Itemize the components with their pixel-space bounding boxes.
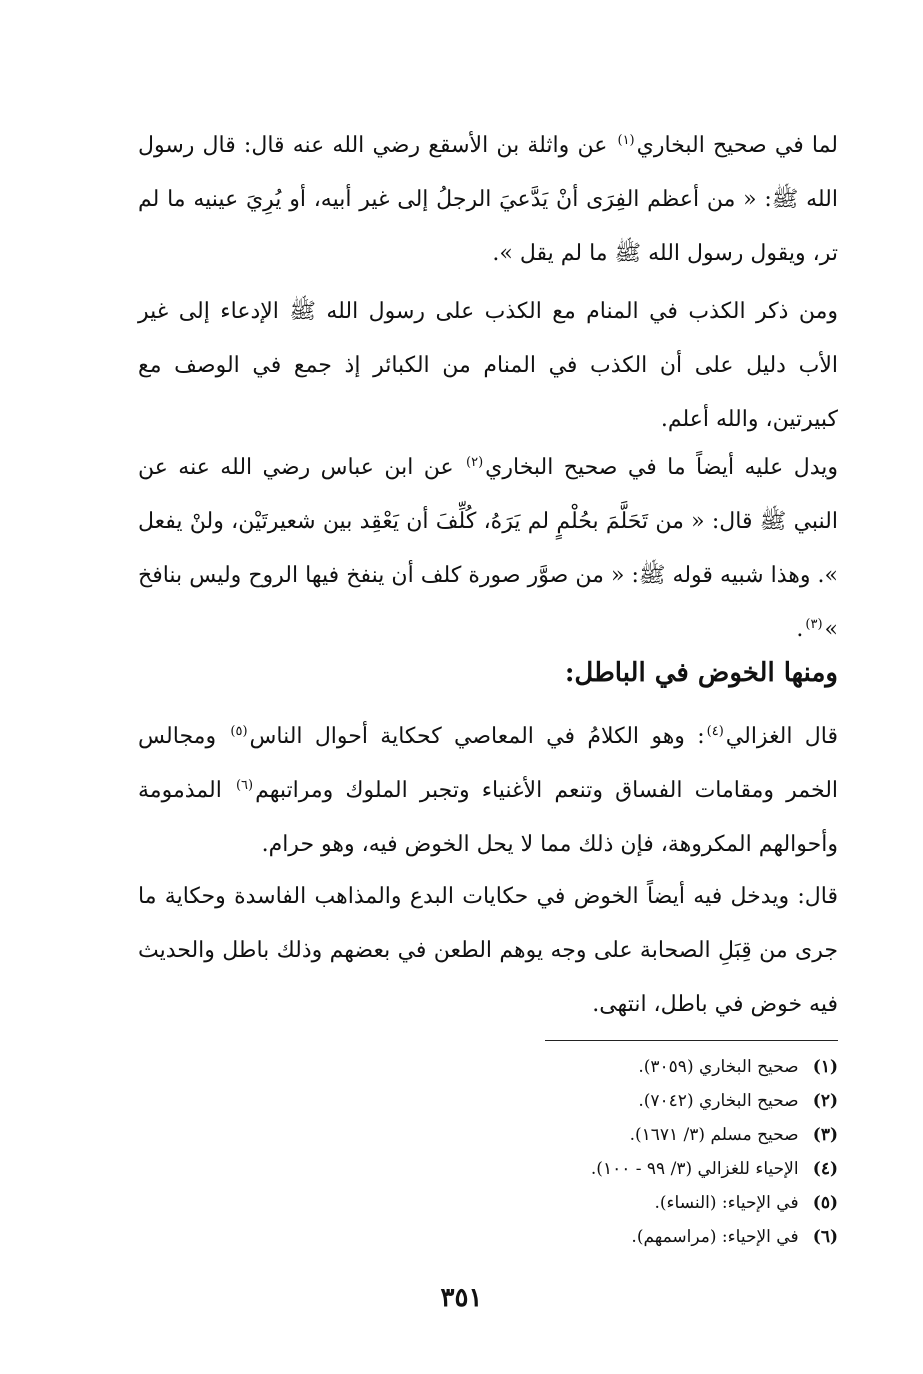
page-number: ٣٥١ — [440, 1283, 483, 1313]
footnote-text: صحيح البخاري (٧٠٤٢). — [638, 1091, 799, 1111]
paragraph-5-text: قال: ويدخل فيه أيضاً الخوض في حكايات البدع والمذاهب الفاسدة وحكاية ما جرى من قِبَلِ الصحابة على وجه يوهم الطعن في بعضهم وذلك باطل والحديث فيه خوض في باطل، انتهى. — [138, 884, 838, 1017]
footnote-ref-1: (١) — [617, 132, 635, 148]
footnote-item — [438, 1084, 838, 1118]
footnote-item — [438, 1220, 838, 1254]
paragraph-4-text-d: المذمومة وأحوالهم المكروهة، فإن ذلك مما لا يحل الخوض فيه، وهو حرام. — [138, 778, 838, 857]
footnote-ref-6: (٦) — [235, 777, 254, 793]
footnote-text: صحيح البخاري (٣٠٥٩). — [638, 1057, 799, 1077]
footnote-item — [438, 1186, 838, 1220]
footnote-divider — [545, 1040, 838, 1041]
footnote-number: (٢) — [812, 1091, 838, 1111]
paragraph-3-text-a: ويدل عليه أيضاً ما في صحيح البخاري — [485, 455, 839, 480]
footnote-number: (٤) — [812, 1159, 838, 1179]
footnote-ref-2: (٢) — [466, 454, 484, 470]
footnote-text: صحيح مسلم (٣/ ١٦٧١). — [629, 1125, 799, 1145]
section-heading: ومنها الخوض في الباطل: — [564, 658, 838, 688]
footnote-number: (٦) — [812, 1227, 838, 1247]
footnotes-list — [438, 1050, 838, 1254]
paragraph-3 — [138, 441, 838, 657]
footnote-ref-4: (٤) — [706, 723, 724, 739]
footnote-text: الإحياء للغزالي (٣/ ٩٩ - ١٠٠). — [590, 1159, 799, 1179]
paragraph-2-text: ومن ذكر الكذب في المنام مع الكذب على رسول الله ﷺ الإدعاء إلى غير الأب دليل على أن الكذب في المنام من الكبائر إذ جمع في الوصف مع كبيرتين، والله أعلم. — [138, 299, 838, 432]
paragraph-4-text-b: : وهو الكلامُ في المعاصي كحكاية أحوال الناس — [249, 724, 705, 749]
paragraph-1-text-a: لما في صحيح البخاري — [636, 133, 838, 158]
paragraph-4-text-c: ومجالس الخمر ومقامات الفساق وتنعم الأغنياء وتجبر الملوك ومراتبهم — [138, 724, 839, 803]
footnote-item — [438, 1050, 838, 1084]
paragraph-3-text-b: عن ابن عباس رضي الله عنه عن النبي ﷺ قال: « من تَحَلَّمَ بحُلْمٍ لم يَرَهُ، كُلِّفَ أن يَعْقِد بين شعيرتَيْن، ولنْ يفعل ». وهذا شبيه قوله ﷺ: « من صوَّر صورة كلف أن ينفخ فيها الروح وليس بنافخ » — [138, 455, 838, 642]
footnote-text: في الإحياء: (مراسمهم). — [631, 1227, 799, 1247]
footnote-number: (١) — [812, 1057, 838, 1077]
footnote-item — [438, 1118, 838, 1152]
paragraph-3-text-c: . — [796, 617, 804, 642]
footnote-item — [438, 1152, 838, 1186]
footnote-text: في الإحياء: (النساء). — [654, 1193, 799, 1213]
paragraph-1 — [138, 119, 838, 281]
footnote-number: (٣) — [812, 1125, 838, 1145]
paragraph-5 — [138, 870, 838, 1032]
footnote-number: (٥) — [812, 1193, 838, 1213]
footnote-ref-3: (٣) — [805, 616, 823, 632]
paragraph-4 — [138, 710, 838, 872]
paragraph-4-text-a: قال الغزالي — [725, 724, 838, 749]
paragraph-1-text-b: عن واثلة بن الأسقع رضي الله عنه قال: قال رسول الله ﷺ: « من أعظم الفِرَى أنْ يَدَّعيَ الرجلُ إلى غير أبيه، أو يُرِيَ عينيه ما لم تر، ويقول رسول الله ﷺ ما لم يقل ». — [138, 133, 838, 266]
paragraph-2 — [138, 285, 838, 447]
footnote-ref-5: (٥) — [230, 723, 248, 739]
